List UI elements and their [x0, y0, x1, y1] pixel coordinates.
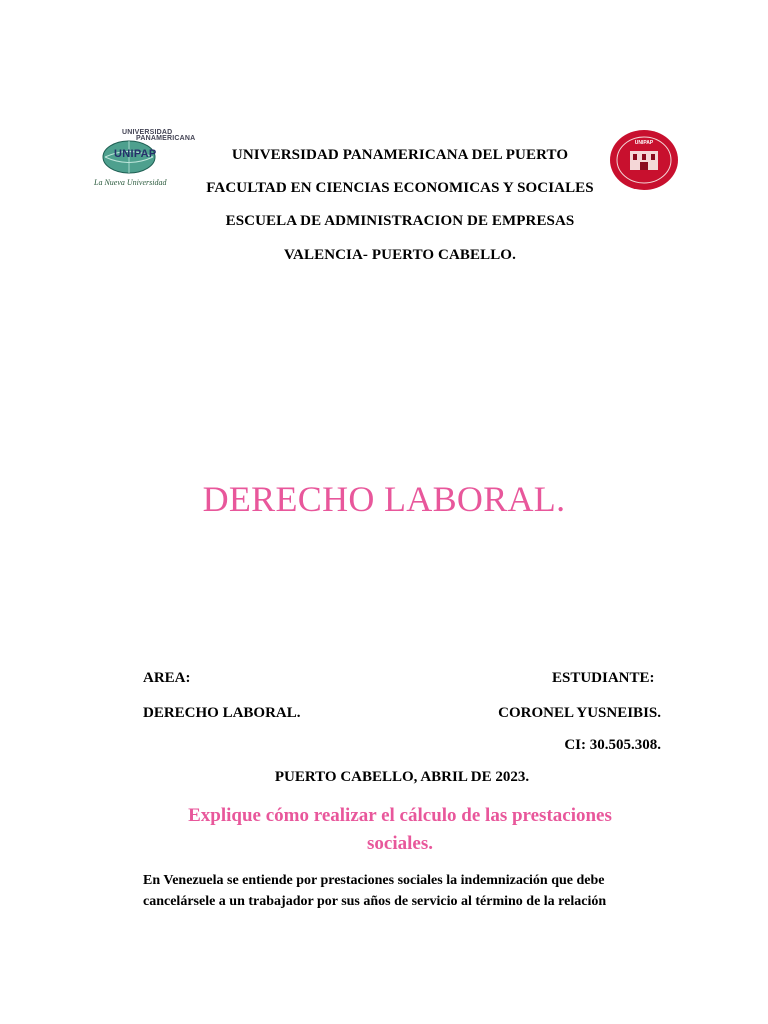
header-location: VALENCIA- PUERTO CABELLO. — [284, 247, 516, 263]
header-faculty: FACULTAD EN CIENCIAS ECONOMICAS Y SOCIALES — [206, 180, 594, 196]
question-heading — [150, 802, 650, 858]
body-line-1: En Venezuela se entiende por prestaciones sociales la indemnización que debe — [143, 873, 605, 888]
area-value: DERECHO LABORAL. — [143, 705, 301, 721]
student-name: CORONEL YUSNEIBIS. — [498, 705, 661, 721]
header-school: ESCUELA DE ADMINISTRACION DE EMPRESAS — [225, 213, 575, 229]
student-label: ESTUDIANTE: — [552, 670, 655, 686]
logo-panamericana-word: PANAMERICANA — [136, 135, 196, 142]
header-university: UNIVERSIDAD PANAMERICANA DEL PUERTO — [231, 147, 569, 163]
seal-text: UNIPAP — [634, 140, 654, 146]
question-line-2: sociales. — [367, 833, 433, 854]
area-label: AREA: — [143, 670, 191, 686]
logo-unipap-text: UNIPAP — [114, 148, 157, 160]
logo-slogan: La Nueva Universidad — [94, 178, 167, 187]
question-line-1: Explique cómo realizar el cálculo de las prestaciones — [188, 805, 612, 826]
logo-university-word: UNIVERSIDAD — [122, 129, 173, 136]
body-paragraph — [143, 870, 663, 912]
body-line-2: cancelársele a un trabajador por sus años de servicio al término de la relación — [143, 894, 607, 909]
place-date: PUERTO CABELLO, ABRIL DE 2023. — [274, 769, 530, 785]
student-id: CI: 30.505.308. — [564, 737, 661, 753]
document-title: DERECHO LABORAL. — [202, 479, 566, 519]
